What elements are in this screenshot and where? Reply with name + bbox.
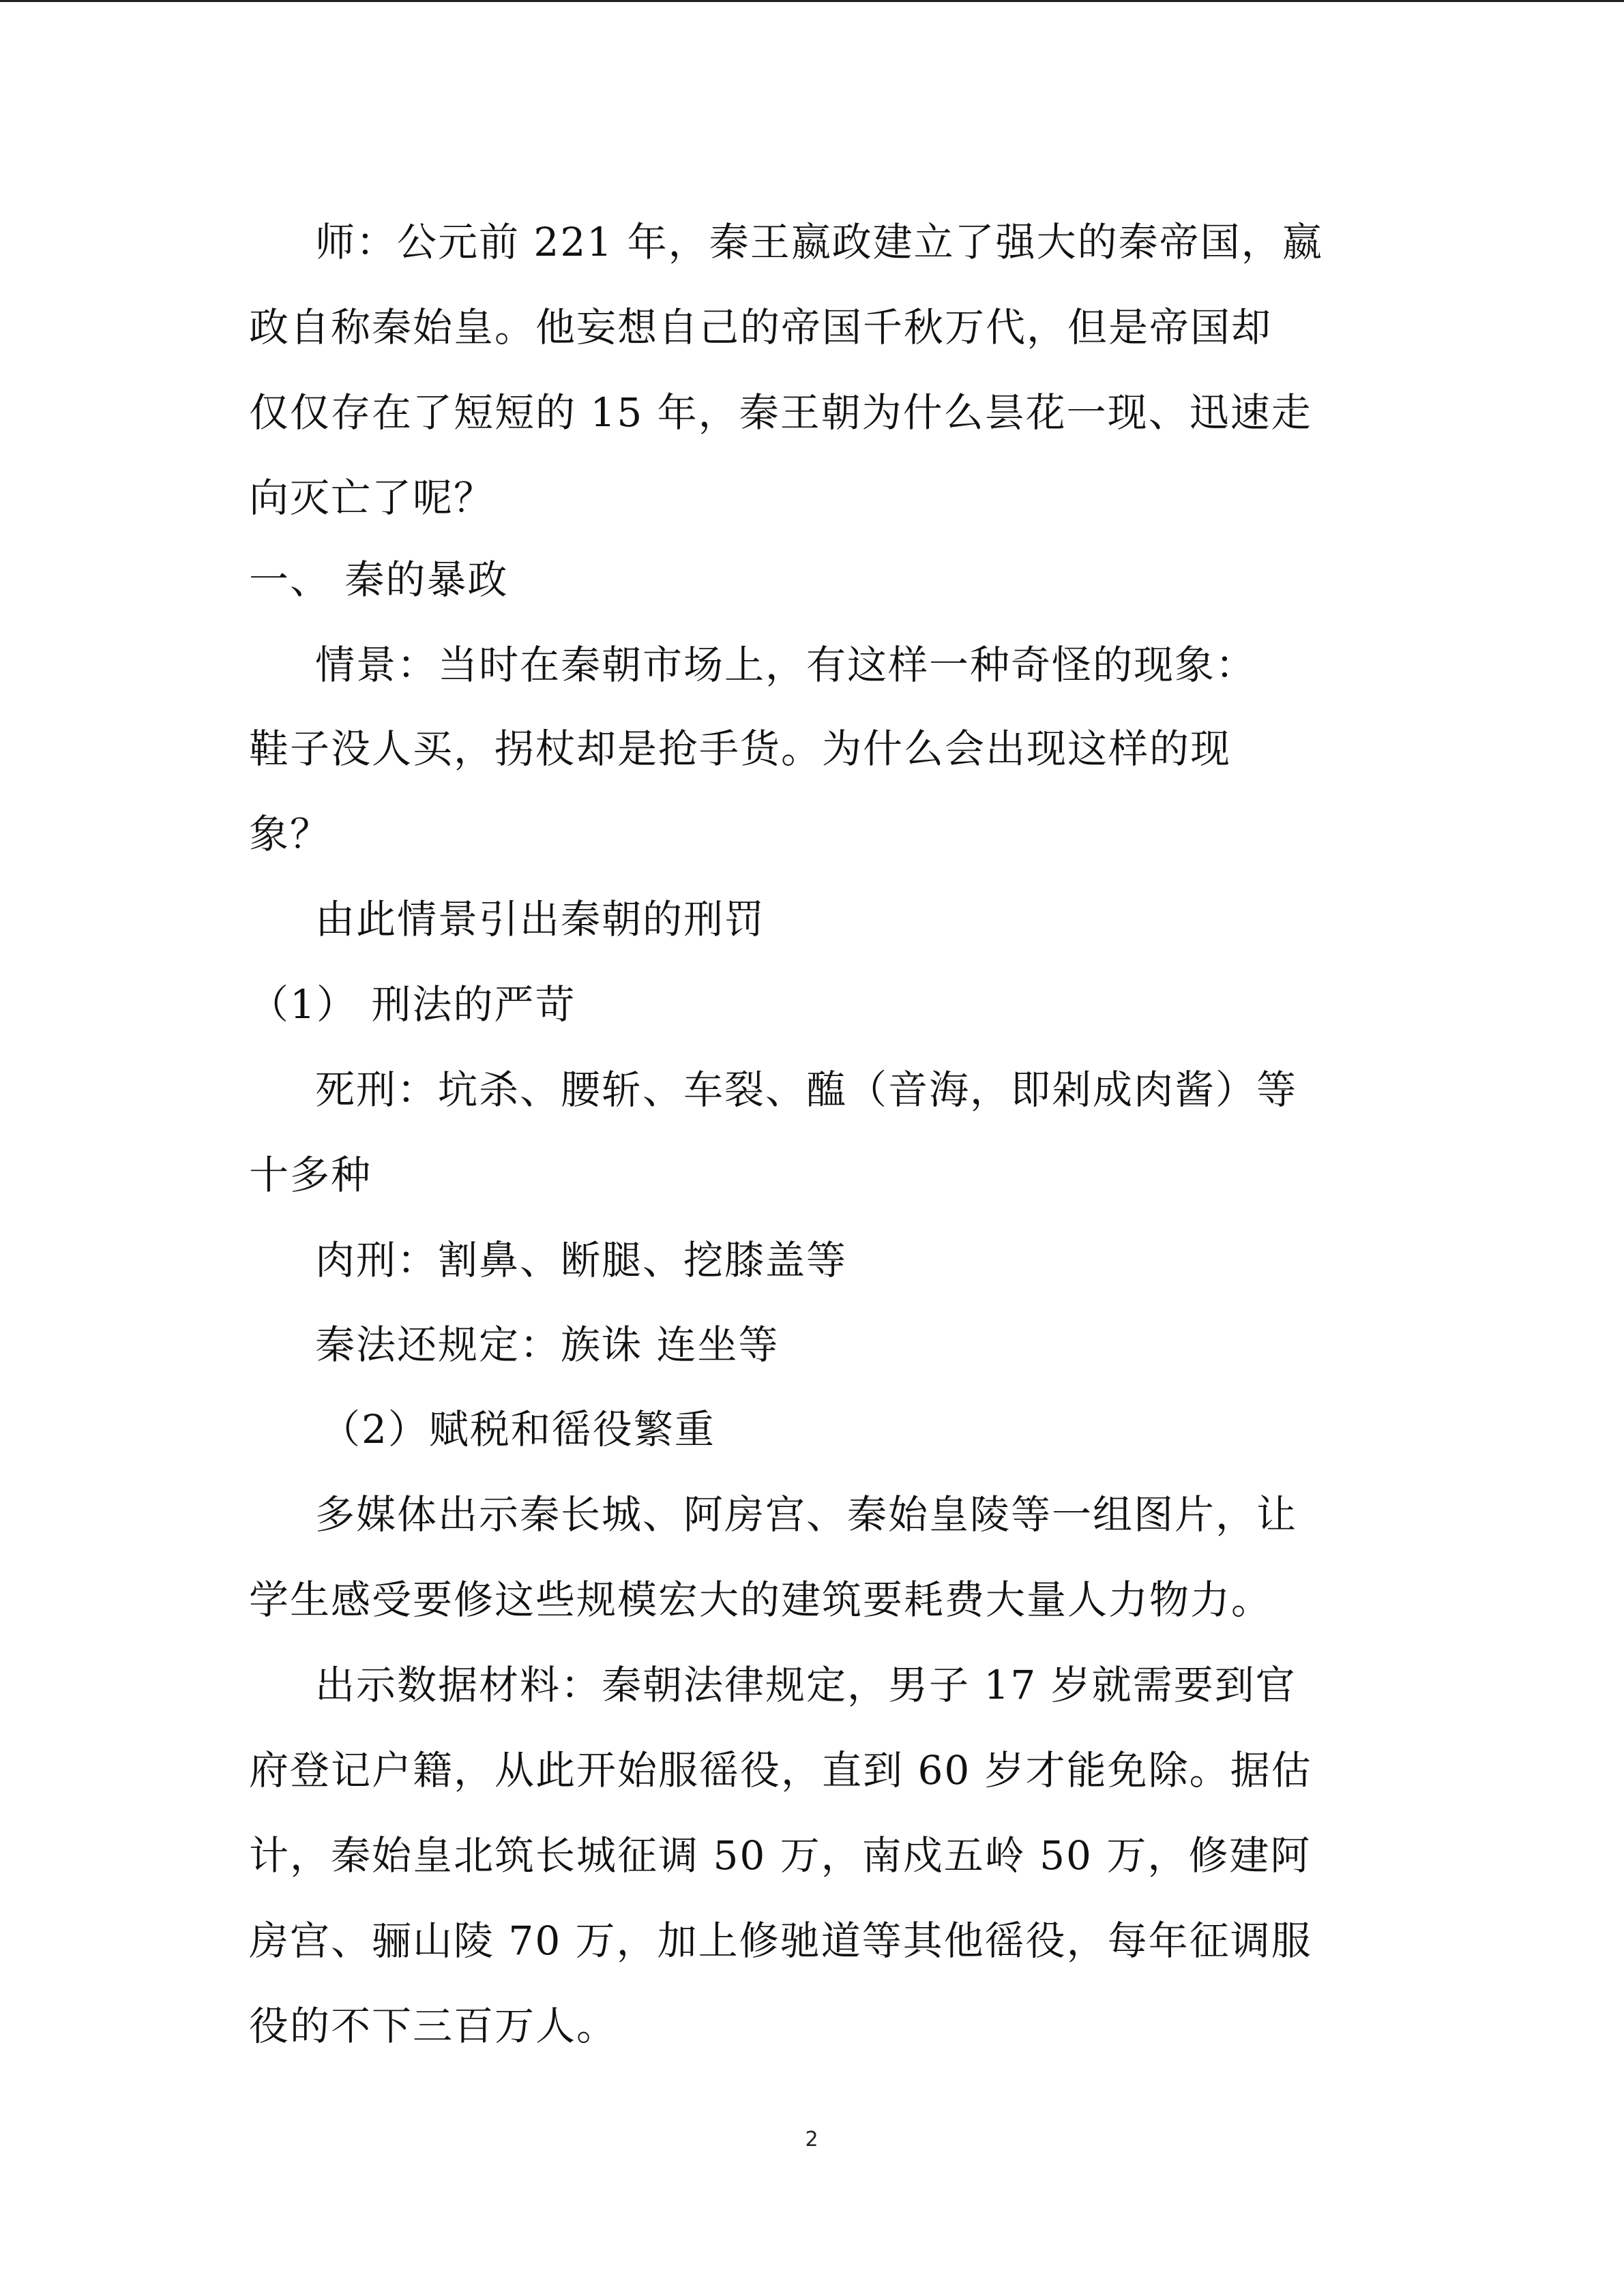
paragraph-line: 十多种 [249, 1152, 372, 1198]
paragraph-line: 肉刑：割鼻、断腿、挖膝盖等 [315, 1237, 848, 1283]
paragraph-line: 仅仅存在了短短的 15 年，秦王朝为什么昙花一现、迅速走 [249, 389, 1312, 436]
section-heading: 一、 秦的暴政 [249, 556, 509, 603]
subsection-heading: （2）赋税和徭役繁重 [321, 1406, 715, 1452]
paragraph-line: 计，秦始皇北筑长城征调 50 万，南戍五岭 50 万，修建阿 [249, 1832, 1312, 1879]
paragraph-line: 房宫、骊山陵 70 万，加上修驰道等其他徭役，每年征调服 [249, 1918, 1312, 1964]
paragraph-line: 象？ [249, 811, 331, 857]
page-number: 2 [805, 2128, 818, 2151]
paragraph-line: 役的不下三百万人。 [249, 2003, 618, 2049]
paragraph-line: 鞋子没人买，拐杖却是抢手货。为什么会出现这样的现 [249, 726, 1232, 772]
paragraph-line: 学生感受要修这些规模宏大的建筑要耗费大量人力物力。 [249, 1577, 1273, 1623]
paragraph-line: 死刑：坑杀、腰斩、车裂、醢（音海，即剁成肉酱）等 [315, 1067, 1298, 1113]
paragraph-line: 府登记户籍，从此开始服徭役，直到 60 岁才能免除。据估 [249, 1747, 1312, 1793]
paragraph-line: 由此情景引出秦朝的刑罚 [315, 896, 766, 942]
paragraph-line: 出示数据材料：秦朝法律规定，男子 17 岁就需要到官 [315, 1662, 1297, 1708]
paragraph-line: 向灭亡了呢？ [249, 475, 495, 521]
paragraph-line: 情景：当时在秦朝市场上，有这样一种奇怪的现象： [315, 642, 1257, 688]
paragraph-line: 多媒体出示秦长城、阿房宫、秦始皇陵等一组图片，让 [315, 1491, 1298, 1538]
paragraph-line: 政自称秦始皇。他妄想自己的帝国千秋万代，但是帝国却 [249, 304, 1273, 351]
paragraph-line: 秦法还规定：族诛 连坐等 [315, 1322, 780, 1368]
paragraph-line: 师：公元前 221 年，秦王嬴政建立了强大的秦帝国，嬴 [315, 219, 1323, 265]
subsection-heading: （1） 刑法的严苛 [249, 981, 576, 1028]
